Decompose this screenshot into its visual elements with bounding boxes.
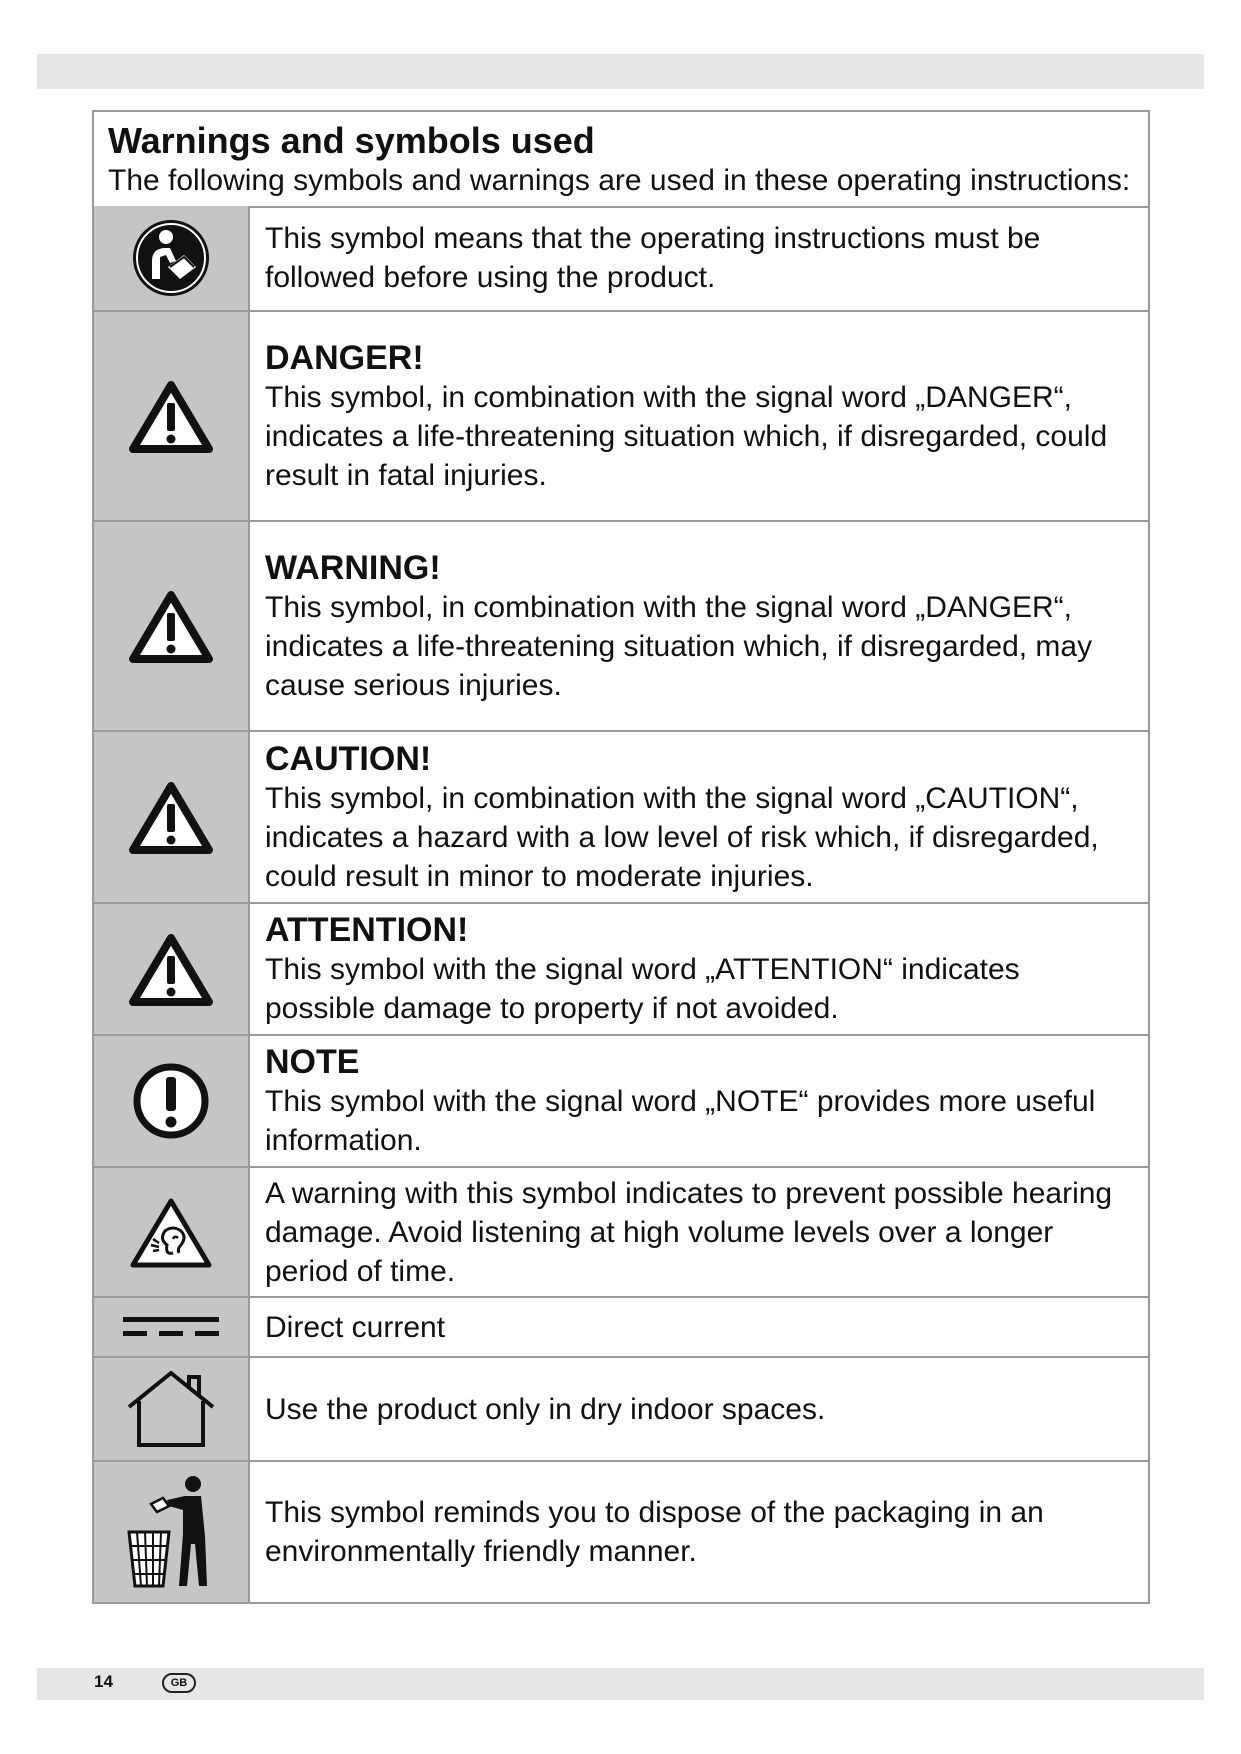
symbols-table [92,110,1150,1604]
indoor-house-icon [94,1358,250,1460]
row-text-line: possible damage to property if not avoided. [265,992,839,1025]
row-text-line: A warning with this symbol indicates to prevent possible hearing [265,1176,1113,1210]
row-text-line: This symbol, in combination with the signal word „CAUTION“, [265,781,1079,815]
warning-triangle-icon [94,522,250,730]
row-text-line: cause serious injuries. [265,668,562,702]
dispose-packaging-icon [94,1462,250,1602]
exclamation-circle-icon [94,1036,250,1166]
row-text-line: damage. Avoid listening at high volume levels over a longer [265,1215,1054,1249]
table-row [94,1298,1148,1358]
hearing-damage-icon [94,1168,250,1296]
table-row [94,522,1148,732]
signal-word: DANGER! [265,338,424,377]
row-text-line: environmentally friendly manner. [265,1535,697,1568]
table-row [94,904,1148,1036]
section-title: Warnings and symbols used [108,120,595,161]
signal-word: ATTENTION! [265,911,469,949]
row-text-line: This symbol means that the operating instructions must be [265,222,1041,255]
row-text-line: This symbol reminds you to dispose of the packaging in an [265,1496,1044,1529]
table-row [94,1036,1148,1168]
read-manual-icon [94,206,250,310]
table-row [94,206,1148,312]
row-text-line: This symbol, in combination with the signal word „DANGER“, [265,590,1072,624]
warning-triangle-icon [94,904,250,1034]
row-text-line: period of time. [265,1254,456,1288]
signal-word: CAUTION! [265,739,432,778]
country-badge: GB [162,1673,196,1693]
table-row [94,312,1148,522]
section-intro: The following symbols and warnings are used in these operating instructions: [108,164,1131,197]
page-number: 14 [94,1672,113,1691]
table-row [94,1168,1148,1298]
row-text-line: This symbol with the signal word „ATTENTION“ indicates [265,953,1020,986]
row-text-line: followed before using the product. [265,261,716,294]
row-text-line: indicates a life-threatening situation which, if disregarded, may [265,629,1093,663]
row-text-line: indicates a life-threatening situation which, if disregarded, could [265,419,1108,453]
warning-triangle-icon [94,312,250,520]
table-row [94,1462,1148,1602]
header-bar [37,54,1204,89]
table-header [94,112,1148,208]
row-text-line: information. [265,1124,422,1157]
row-text-line: Use the product only in dry indoor spaces. [265,1392,826,1426]
row-text-line: result in fatal injuries. [265,458,547,492]
row-text-line: Direct current [265,1310,446,1344]
row-text-line: indicates a hazard with a low level of risk which, if disregarded, [265,820,1099,854]
warning-triangle-icon [94,732,250,902]
table-row [94,1358,1148,1462]
footer-bar [37,1668,1204,1700]
signal-word: NOTE [265,1043,360,1081]
direct-current-icon [94,1298,250,1356]
row-text-line: could result in minor to moderate injuries. [265,859,814,893]
row-text-line: This symbol with the signal word „NOTE“ provides more useful [265,1085,1096,1118]
table-row [94,732,1148,904]
row-text-line: This symbol, in combination with the signal word „DANGER“, [265,380,1072,414]
signal-word: WARNING! [265,548,441,587]
